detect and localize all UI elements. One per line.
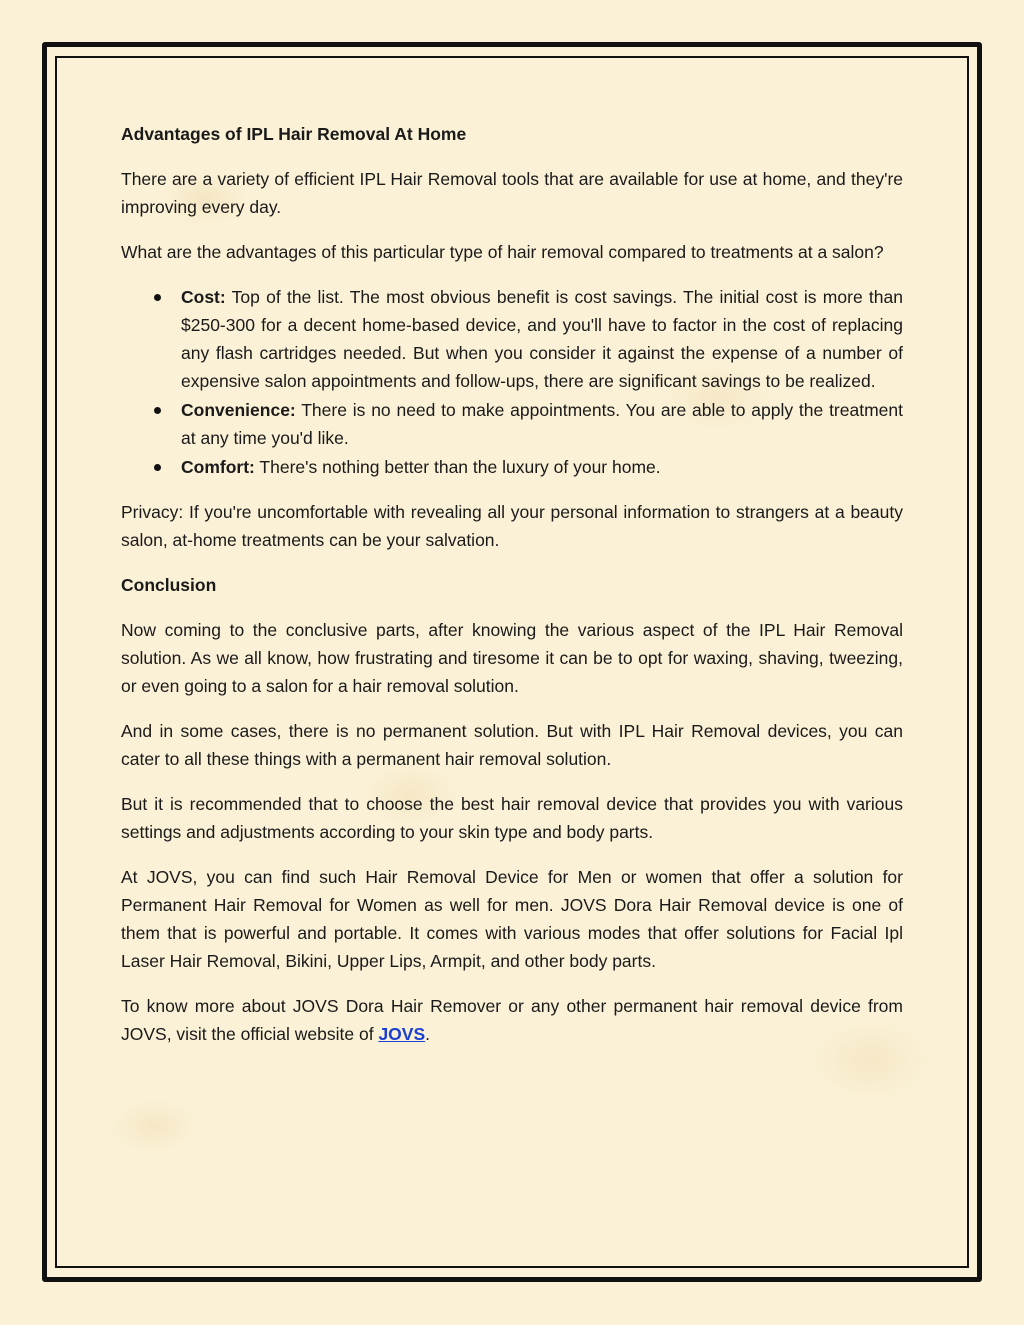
bullet-icon [154,407,161,414]
conclusion-paragraph-4: At JOVS, you can find such Hair Removal Device for Men or women that offer a solution for Permanent Hair Removal for Women as well for men. JOVS Dora Hair Removal device is one of them that is powerful and portable. It comes with various modes that offer solutions for Facial Ipl Laser Hair Removal, Bikini, Upper Lips, Armpit, and other body parts. [121,867,903,971]
list-item-text: There's nothing better than the luxury of your home. [254,457,661,477]
list-item-convenience [181,396,903,452]
question-paragraph: What are the advantages of this particular type of hair removal compared to treatments at a salon? [121,242,884,262]
bullet-icon [154,294,161,301]
list-item-term: Cost: [181,287,226,307]
list-item-cost [181,283,903,395]
conclusion-paragraph-1: Now coming to the conclusive parts, after knowing the various aspect of the IPL Hair Removal solution. As we all know, how frustrating and tiresome it can be to opt for waxing, shaving, tweezing, or even going to a salon for a hair removal solution. [121,620,903,696]
bullet-icon [154,464,161,471]
section-heading-conclusion: Conclusion [121,575,217,595]
jovs-website-link[interactable]: JOVS [378,1024,426,1044]
intro-paragraph: There are a variety of efficient IPL Hair Removal tools that are available for use at home, and they're improving every day. [121,169,903,217]
document-body [121,120,903,1065]
list-item-term: Comfort: [181,457,255,477]
list-item-text: Top of the list. The most obvious benefit is cost savings. The initial cost is more than $250-300 for a decent home-based device, and you'll have to factor in the cost of replacing any flash cartridges needed. But when you consider it against the expense of a number of expensive salon appointments and follow-ups, there are significant savings to be realized. [181,287,903,391]
closing-text: To know more about JOVS Dora Hair Remover or any other permanent hair removal device from JOVS, visit the official website of [121,996,903,1044]
conclusion-paragraph-3: But it is recommended that to choose the best hair removal device that provides you with various settings and adjustments according to your skin type and body parts. [121,794,903,842]
closing-end: . [425,1024,431,1044]
privacy-paragraph: Privacy: If you're uncomfortable with revealing all your personal information to strangers at a beauty salon, at-home treatments can be your salvation. [121,502,903,550]
list-item-text: There is no need to make appointments. You are able to apply the treatment at any time you'd like. [181,400,903,448]
list-item-comfort [181,453,903,481]
list-item-term: Convenience: [181,400,296,420]
conclusion-paragraph-2: And in some cases, there is no permanent solution. But with IPL Hair Removal devices, you can cater to all these things with a permanent hair removal solution. [121,721,903,769]
advantages-list [121,283,903,481]
section-heading-advantages: Advantages of IPL Hair Removal At Home [121,124,467,144]
closing-paragraph [121,992,903,1048]
